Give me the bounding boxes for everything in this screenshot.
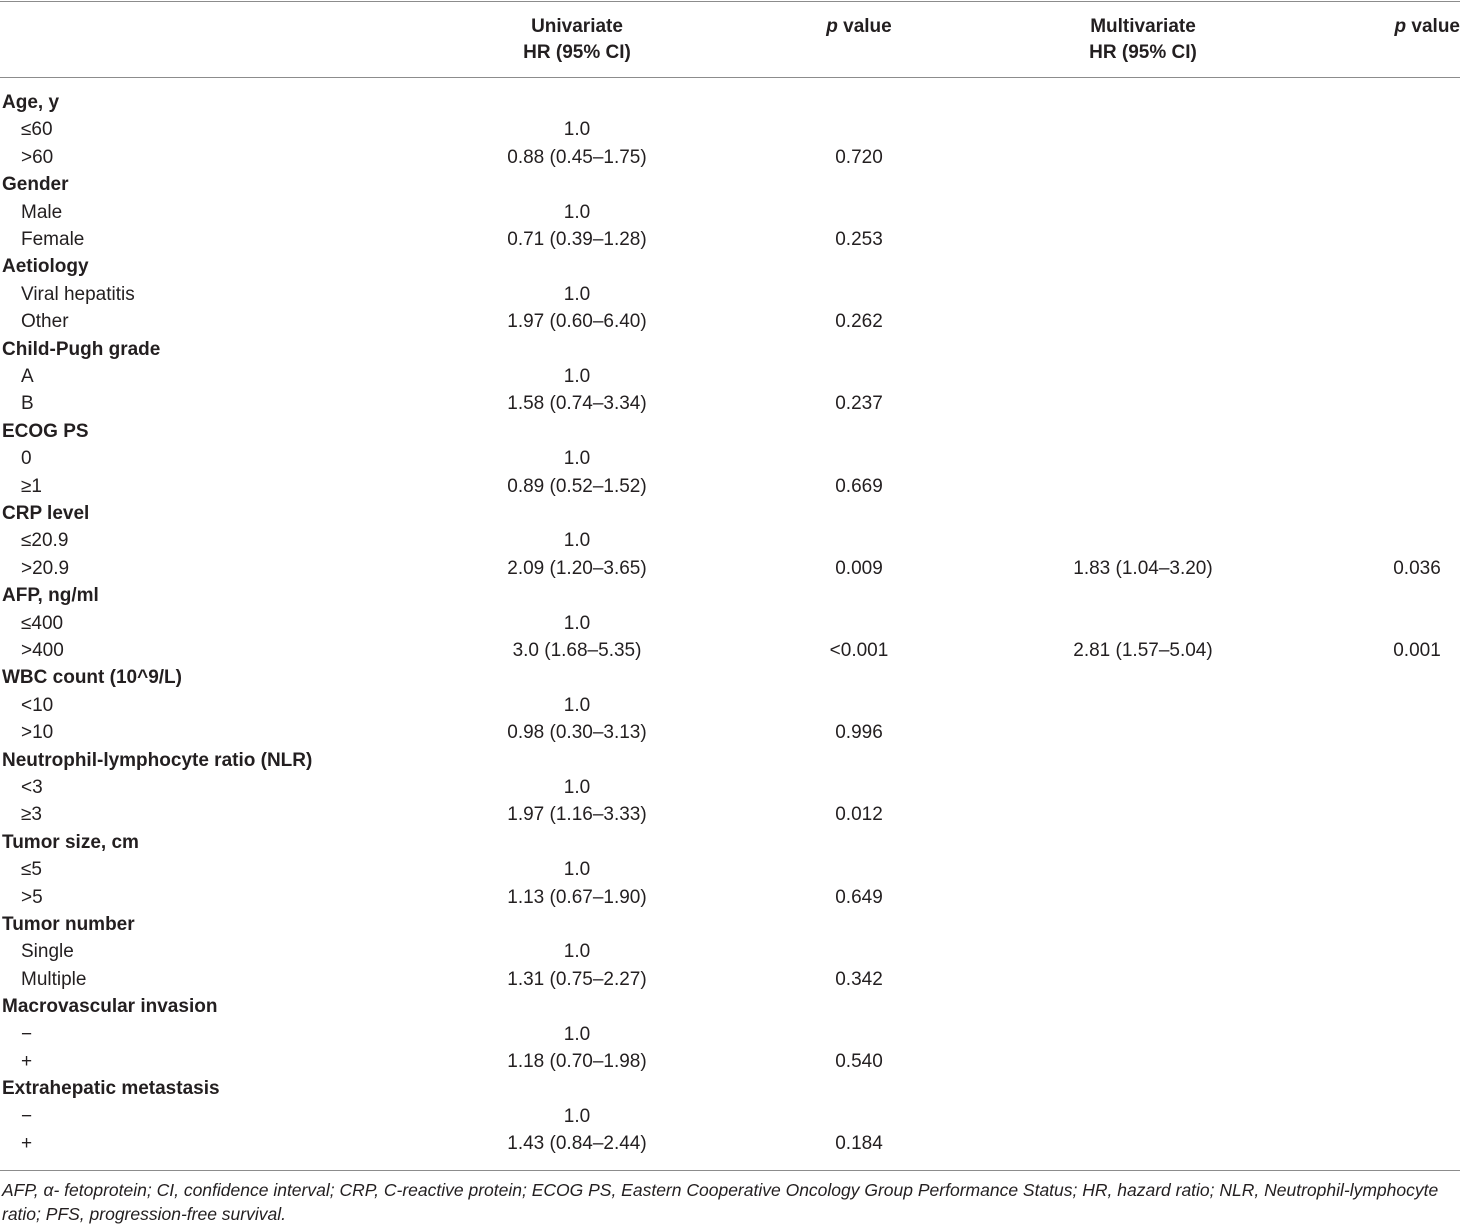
row-label: − [21,1105,33,1127]
univariate-p-cell: 0.540 [835,1051,883,1072]
univariate-hr-cell: 1.0 [563,119,591,141]
univariate-p-cell: 0.237 [835,393,883,415]
row-label: ≤60 [21,119,53,141]
table-row [0,363,1460,390]
row-label: >20.9 [21,557,70,579]
group-label: CRP level [2,503,90,524]
multivariate-p-cell: 0.036 [1393,557,1441,579]
row-label: Viral hepatitis [21,283,135,305]
row-label: Male [21,201,63,223]
group-row [0,1075,1460,1102]
univariate-hr-cell: 1.0 [563,1023,591,1045]
row-label: >60 [21,146,54,168]
univariate-p-cell: 0.253 [835,229,883,250]
row-label: >10 [21,722,54,744]
row-label: + [21,1133,33,1155]
row-label: ≥1 [21,475,42,497]
univariate-hr-cell: 1.43 (0.84–2.44) [507,1133,647,1155]
header-multivariate [1043,14,1243,66]
univariate-p-cell: <0.001 [829,640,889,661]
univariate-hr-cell: 0.71 (0.39–1.28) [507,229,647,250]
header-multivariate-line2: HR (95% CI) [1089,42,1197,63]
univariate-p-cell: 0.012 [835,804,883,826]
group-row [0,418,1460,445]
group-row [0,89,1460,116]
multivariate-p-cell: 0.001 [1393,640,1441,661]
row-label: ≤20.9 [21,530,69,552]
table-row [0,473,1460,500]
header-multivariate-p-value [1374,14,1460,40]
table-row [0,1130,1460,1157]
row-label: + [21,1051,33,1072]
univariate-hr-cell: 1.0 [563,612,591,634]
univariate-hr-cell: 1.58 (0.74–3.34) [507,393,647,415]
univariate-hr-cell: 1.0 [563,366,591,387]
group-row [0,993,1460,1020]
row-label: Single [21,941,74,963]
group-row [0,171,1460,198]
table-row [0,1021,1460,1048]
row-label: Other [21,311,69,333]
table-row [0,610,1460,637]
group-row [0,664,1460,691]
univariate-hr-cell: 1.31 (0.75–2.27) [507,968,647,990]
group-row [0,500,1460,527]
univariate-p-cell: 0.720 [835,146,883,168]
group-label: Macrovascular invasion [2,996,218,1018]
group-label: WBC count (10^9/L) [2,667,182,689]
univariate-p-cell: 0.009 [835,557,883,579]
univariate-hr-cell: 1.0 [563,941,591,963]
table-row [0,226,1460,253]
row-label: − [21,1023,33,1045]
univariate-hr-cell: 0.98 (0.30–3.13) [507,722,647,744]
table-row [0,856,1460,883]
univariate-hr-cell: 1.0 [563,201,591,223]
group-label: Child-Pugh grade [2,338,161,360]
header-univariate-line1: Univariate [531,16,623,37]
table-row [0,445,1460,472]
group-label: Age, y [2,92,60,113]
group-label: Tumor number [2,914,135,935]
group-label: Neutrophil-lymphocyte ratio (NLR) [2,749,313,771]
header-univariate-p-value [784,14,934,40]
table-row [0,116,1460,143]
table-row [0,199,1460,226]
table-row [0,1048,1460,1075]
header-univariate-line2: HR (95% CI) [523,42,631,63]
univariate-hr-cell: 1.97 (0.60–6.40) [507,311,647,333]
header-univariate [477,14,677,66]
table-row [0,527,1460,554]
table-row [0,719,1460,746]
group-label: Tumor size, cm [2,831,139,853]
row-label: A [21,366,34,387]
top-rule [0,1,1460,2]
univariate-hr-cell: 0.89 (0.52–1.52) [507,475,647,497]
header-p-italic: p [826,16,838,37]
row-label: Multiple [21,968,87,990]
univariate-p-cell: 0.669 [835,475,883,497]
header-p-rest: value [1406,16,1460,37]
multivariate-hr-cell: 2.81 (1.57–5.04) [1073,640,1213,661]
header-p-rest: value [837,16,892,37]
row-label: <3 [21,777,43,798]
row-label: ≤5 [21,859,42,881]
group-row [0,336,1460,363]
group-row [0,747,1460,774]
row-label: B [21,393,34,415]
univariate-hr-cell: 1.0 [563,859,591,881]
row-label: ≥3 [21,804,42,826]
univariate-p-cell: 0.184 [835,1133,883,1155]
table-row [0,637,1460,664]
table-row [0,938,1460,965]
univariate-hr-cell: 1.0 [563,694,591,716]
table-row [0,966,1460,993]
univariate-hr-cell: 2.09 (1.20–3.65) [507,557,647,579]
table-row [0,801,1460,828]
univariate-hr-cell: 1.0 [563,448,591,470]
table-row [0,884,1460,911]
univariate-p-cell: 0.649 [835,886,883,908]
table-row [0,555,1460,582]
univariate-hr-cell: 1.97 (1.16–3.33) [507,804,647,826]
univariate-hr-cell: 1.13 (0.67–1.90) [507,886,647,908]
table-row [0,774,1460,801]
table-row [0,692,1460,719]
table-row [0,281,1460,308]
table-row [0,308,1460,335]
univariate-p-cell: 0.342 [835,968,883,990]
univariate-hr-cell: 1.0 [563,530,591,552]
univariate-p-cell: 0.262 [835,311,883,333]
row-label: >5 [21,886,43,908]
bottom-rule [0,1170,1460,1171]
group-row [0,911,1460,938]
univariate-hr-cell: 0.88 (0.45–1.75) [507,146,647,168]
group-label: AFP, ng/ml [2,585,99,607]
table-footnote: AFP, α- fetoprotein; CI, confidence interval; CRP, C-reactive protein; ECOG PS, Eastern Cooperative Oncology Group Performance Status; HR, hazard ratio; NLR, Neutrophil-lymphocyte ratio; PFS, progression-free survival. [2,1180,1439,1224]
univariate-p-cell: 0.996 [835,722,883,744]
row-label: 0 [21,448,32,470]
group-label: Aetiology [2,256,89,278]
group-row [0,253,1460,280]
group-label: Gender [2,174,69,196]
univariate-hr-cell: 1.18 (0.70–1.98) [507,1051,647,1072]
table-row [0,1103,1460,1130]
group-row [0,829,1460,856]
header-multivariate-line1: Multivariate [1090,16,1196,37]
row-label: Female [21,229,85,250]
row-label: <10 [21,694,54,716]
row-label: >400 [21,640,64,661]
group-label: ECOG PS [2,420,89,442]
header-rule [0,77,1460,78]
univariate-hr-cell: 1.0 [563,1105,591,1127]
group-row [0,582,1460,609]
table-row [0,144,1460,171]
univariate-hr-cell: 3.0 (1.68–5.35) [512,640,642,661]
univariate-hr-cell: 1.0 [563,777,591,798]
header-p-italic: p [1394,16,1407,37]
table-row [0,390,1460,417]
univariate-hr-cell: 1.0 [563,283,591,305]
multivariate-hr-cell: 1.83 (1.04–3.20) [1073,557,1213,579]
row-label: ≤400 [21,612,64,634]
group-label: Extrahepatic metastasis [2,1078,220,1100]
